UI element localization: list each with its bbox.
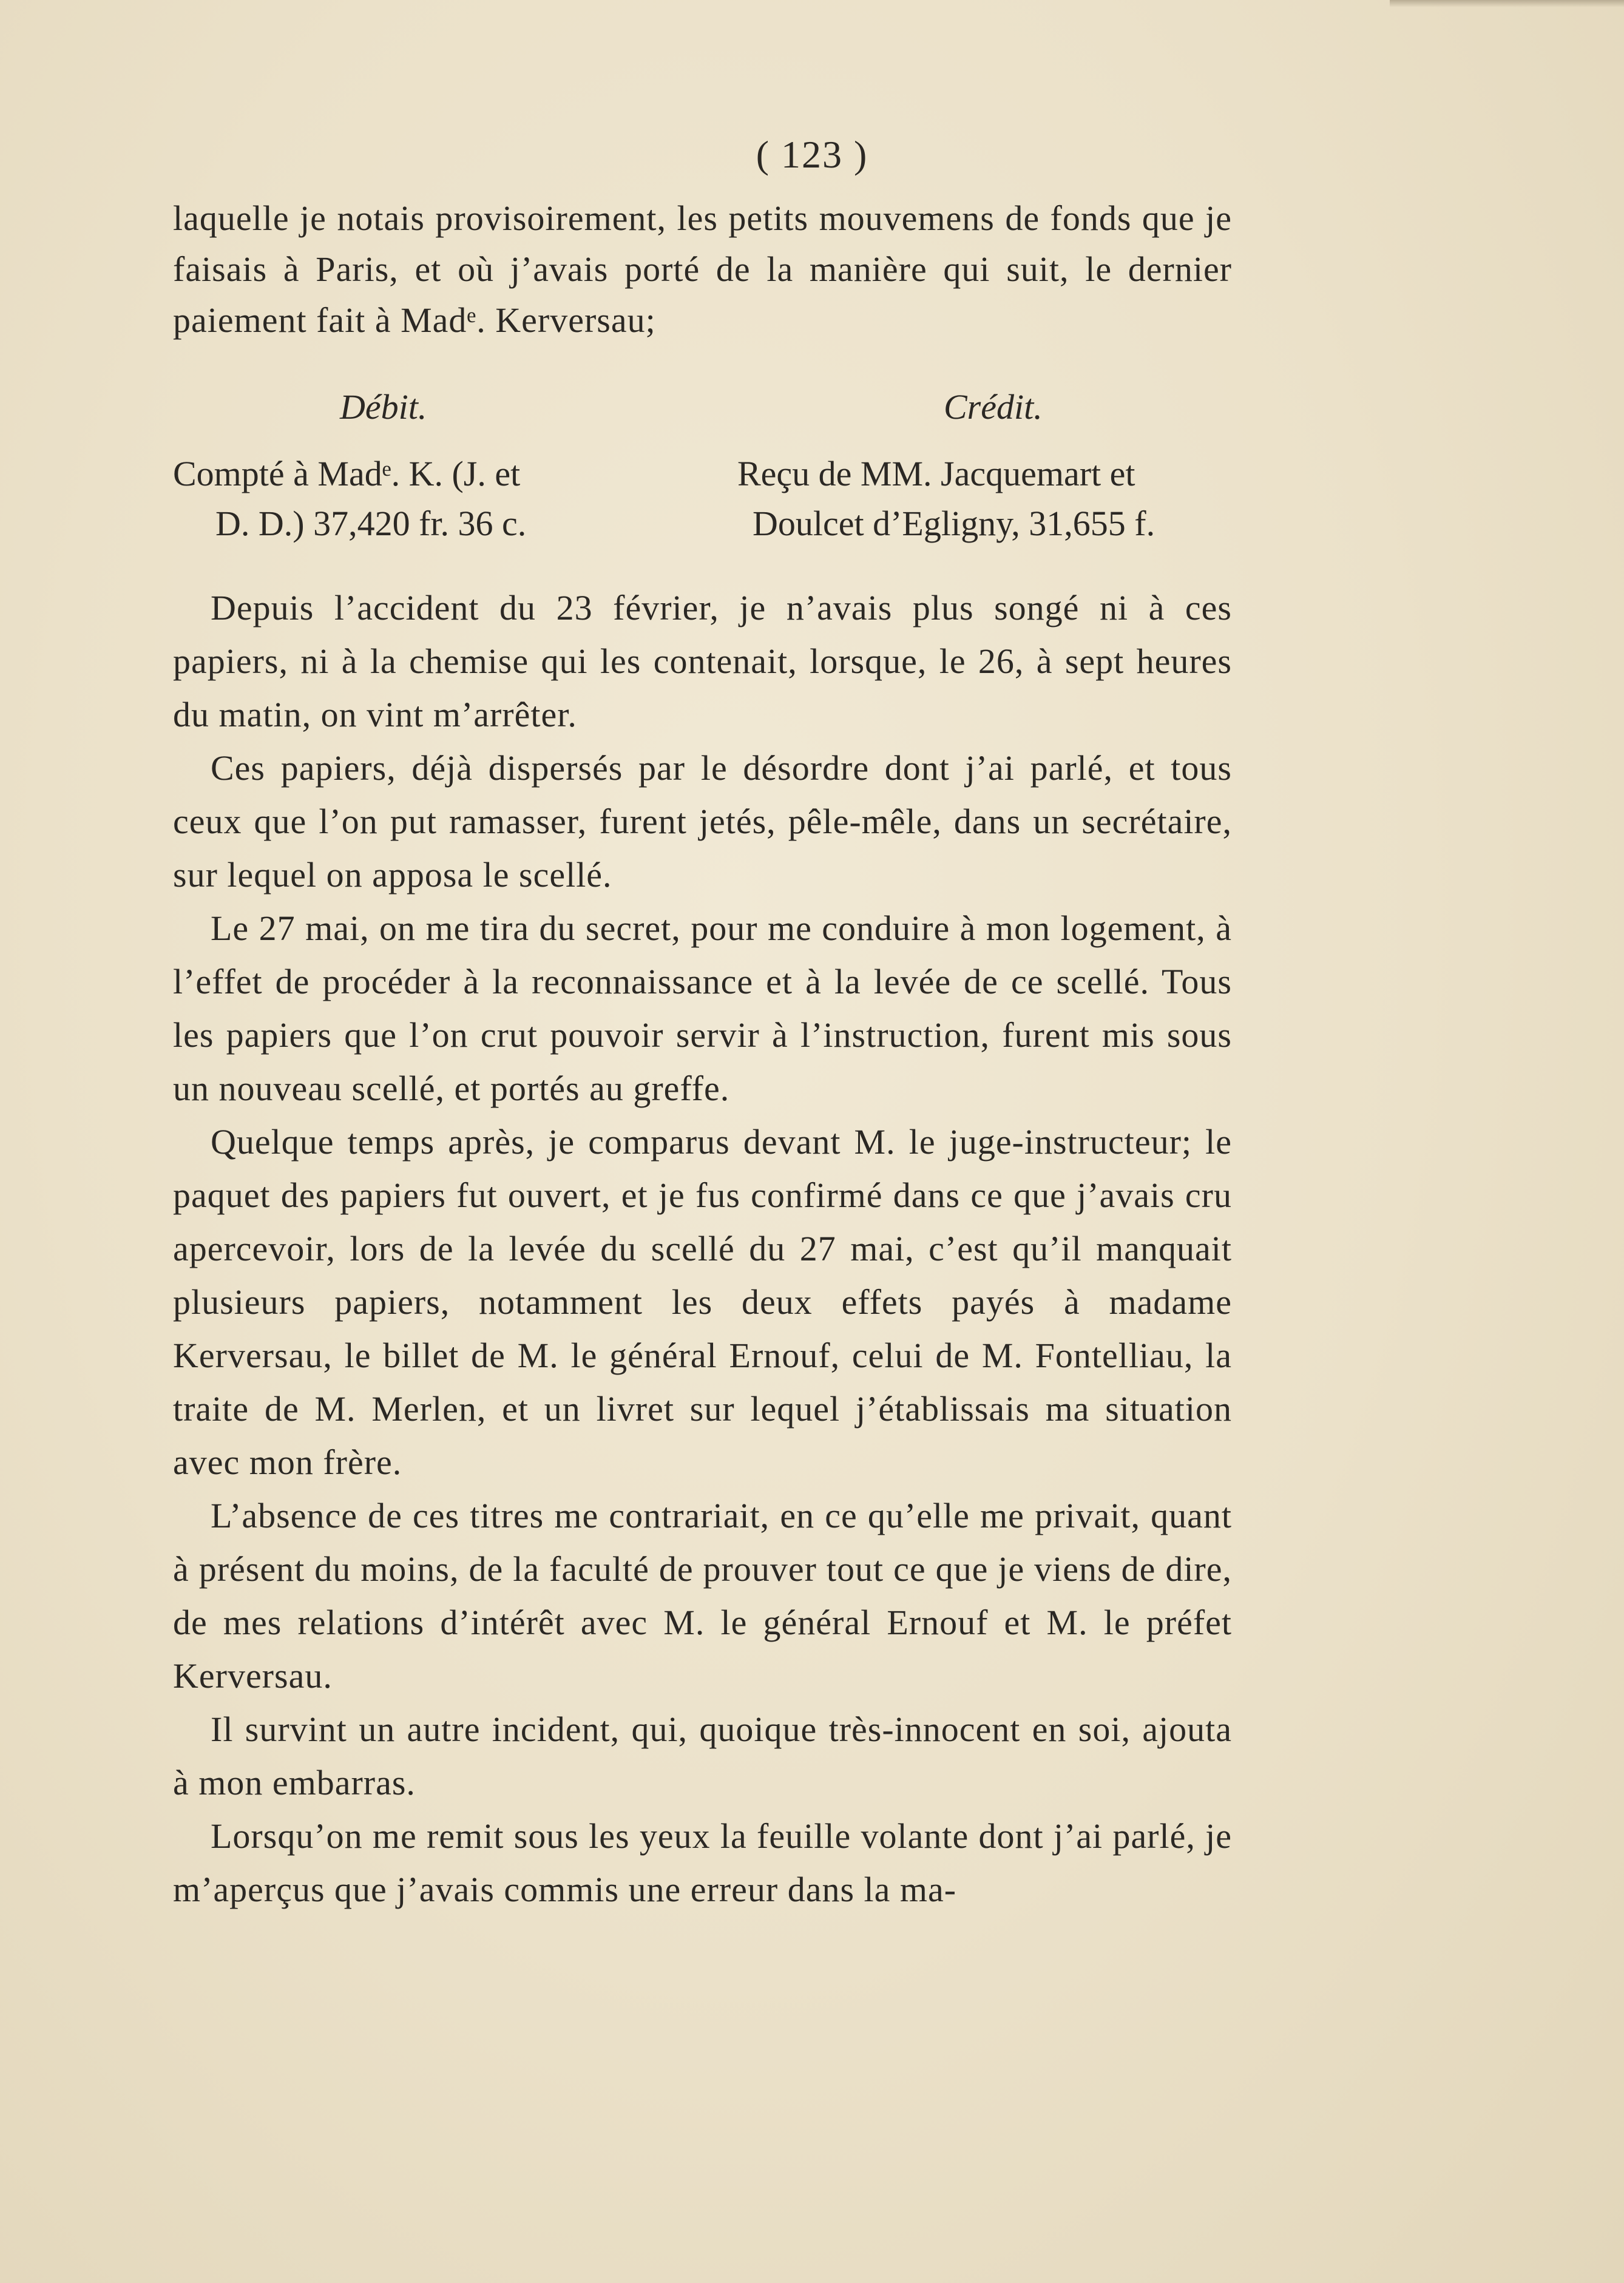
debit-heading: Débit. bbox=[340, 387, 427, 427]
debit-entry-line: Compté à Madᵉ. K. (J. et bbox=[173, 454, 521, 493]
ledger-headings bbox=[173, 370, 1232, 443]
intro-text: laquelle je notais provisoirement, les petits mouvemens de fonds que je faisais à Paris, et où j’avais porté de la manière qui suit, le dernier paiement fait à Madᵉ. Kerversau; bbox=[173, 198, 1232, 340]
paragraph: Le 27 mai, on me tira du secret, pour me conduire à mon logement, à l’effet de procéder à la reconnaissance et à la levée de ce scellé. Tous les papiers que l’on crut pouvoir servir à l’instruction, furent mis sous un nouveau scellé, et portés au greffe. bbox=[173, 908, 1232, 1108]
paragraph: L’absence de ces titres me contrariait, en ce qu’elle me privait, quant à présent du moins, de la faculté de prouver tout ce que je viens de dire, de mes relations d’intérêt avec M. le général Ernouf et M. le préfet Kerversau. bbox=[173, 1496, 1232, 1696]
page-number: ( 123 ) bbox=[756, 133, 868, 176]
page-edge-shadow bbox=[1390, 0, 1624, 7]
credit-entry-line: Reçu de MM. Jacquemart et bbox=[737, 454, 1135, 493]
credit-heading: Crédit. bbox=[944, 387, 1043, 427]
paragraph: Depuis l’accident du 23 février, je n’avais plus songé ni à ces papiers, ni à la chemise qui les contenait, lorsque, le 26, à sept heures du matin, on vint m’arrêter. bbox=[173, 588, 1232, 734]
debit-column bbox=[173, 449, 695, 549]
ledger-table bbox=[173, 370, 1232, 543]
body-text bbox=[173, 581, 1232, 1916]
paragraph: Quelque temps après, je comparus devant M. le juge-instructeur; le paquet des papiers fut ouvert, et je fus confirmé dans ce que j’avais cru apercevoir, lors de la levée du scellé du 27 mai, c’est qu’il manquait plusieurs papiers, notamment les deux effets payés à madame Kerversau, le billet de M. le général Ernouf, celui de M. Fontelliau, la traite de M. Merlen, et un livret sur lequel j’établissais ma situation avec mon frère. bbox=[173, 1122, 1232, 1482]
debit-entry-line: D. D.) 37,420 fr. 36 c. bbox=[215, 504, 527, 543]
paragraph: Ces papiers, déjà dispersés par le désordre dont j’ai parlé, et tous ceux que l’on put ramasser, furent jetés, pêle-mêle, dans un secrétaire, sur lequel on apposa le scellé. bbox=[173, 748, 1232, 895]
credit-column bbox=[737, 449, 1259, 549]
credit-entry-line: Doulcet d’Egligny, 31,655 f. bbox=[753, 504, 1155, 543]
paragraph: Lorsqu’on me remit sous les yeux la feuille volante dont j’ai parlé, je m’aperçus que j’avais commis une erreur dans la ma- bbox=[173, 1816, 1232, 1909]
paragraph: Il survint un autre incident, qui, quoique très-innocent en soi, ajouta à mon embarras. bbox=[173, 1710, 1232, 1802]
intro-paragraph bbox=[173, 193, 1232, 346]
